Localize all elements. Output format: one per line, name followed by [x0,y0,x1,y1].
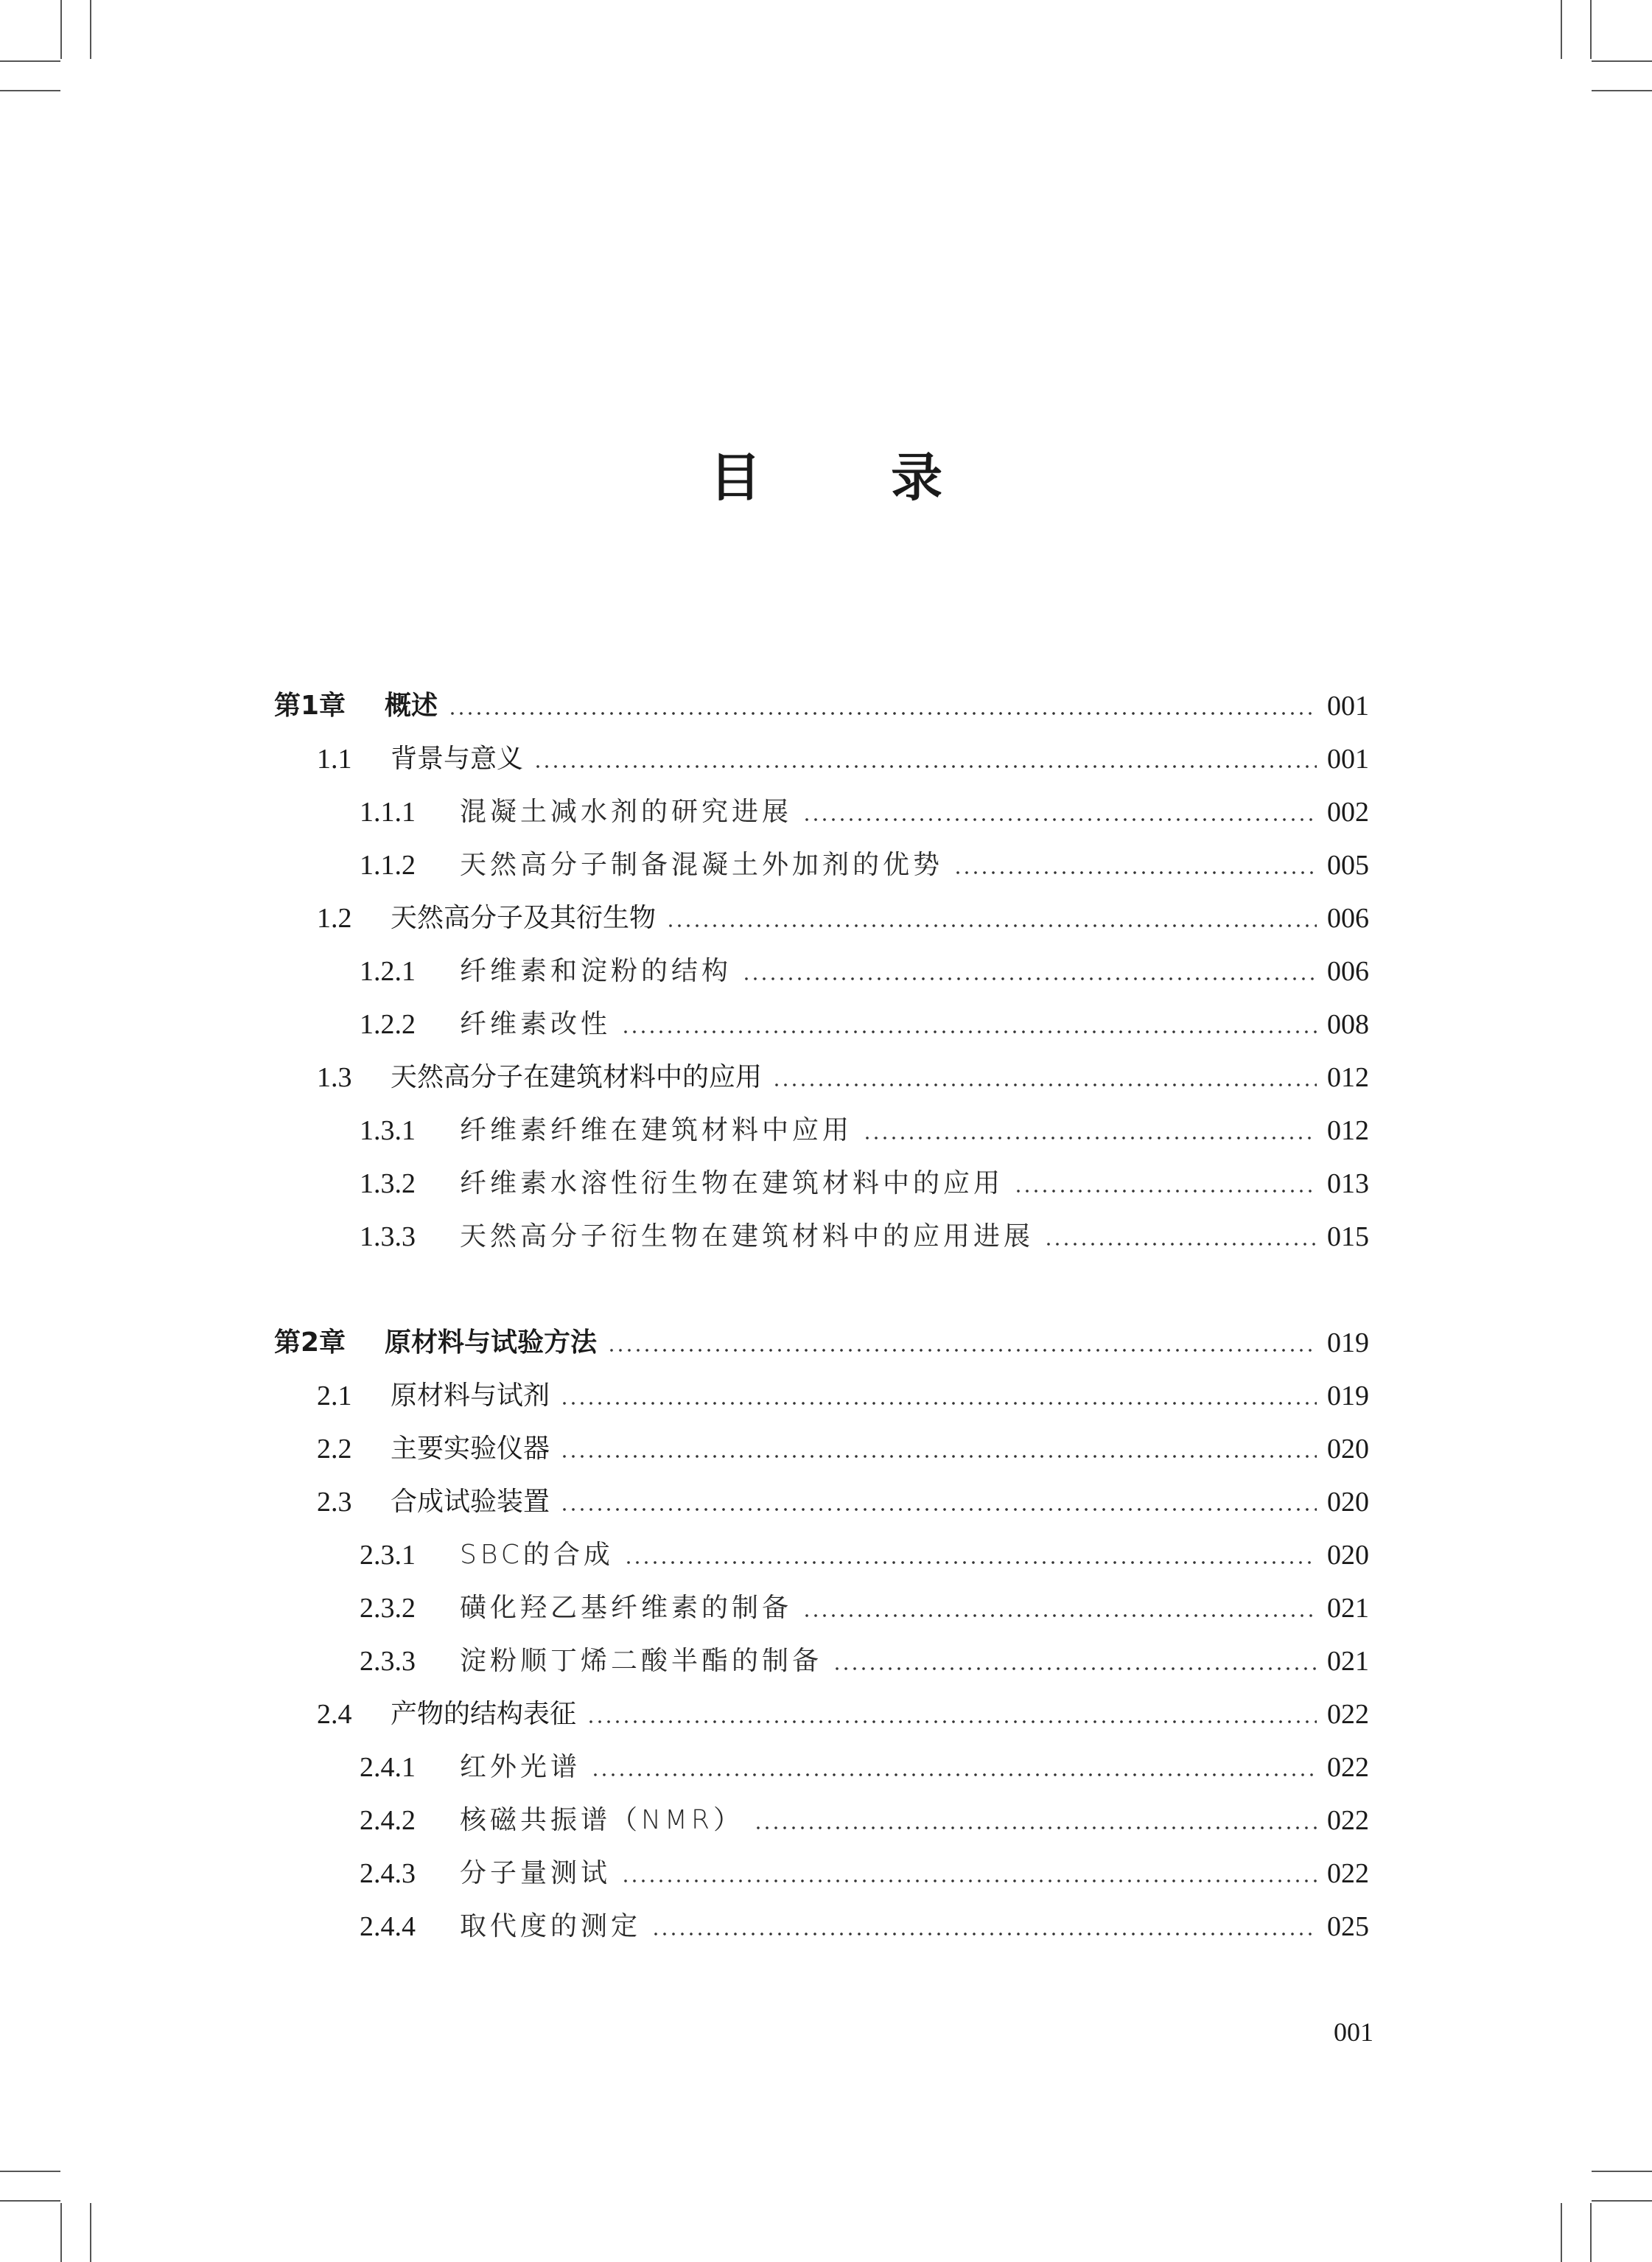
toc-section-entry[interactable] [274,1051,1369,1095]
toc-entry-title: 产物的结构表征 [391,1699,577,1729]
toc-chapter-entry[interactable] [274,680,1369,724]
toc-subsection-entry[interactable] [274,1900,1369,1944]
toc-entry-page: 022 [1327,1805,1369,1836]
toc-entry-number: 2.4.2 [360,1805,416,1836]
toc-section-entry[interactable] [274,1369,1369,1414]
crop-mark [1561,2203,1562,2262]
toc-section-entry[interactable] [274,1688,1369,1732]
toc-section-entry[interactable] [274,892,1369,936]
toc-leader-dots [621,1030,1317,1033]
toc-entry-title: 天然高分子制备混凝土外加剂的优势 [460,850,944,880]
toc-leader-dots [624,1561,1317,1564]
toc-entry-number: 2.4.1 [360,1752,416,1783]
crop-mark [1592,90,1652,91]
toc-leader-dots [802,818,1317,821]
crop-mark [1590,2203,1592,2262]
toc-leader-dots [560,1402,1317,1405]
toc-entry-number: 1.1.2 [360,850,416,881]
toc-subsection-entry[interactable] [274,786,1369,830]
toc-leader-dots [863,1137,1317,1139]
toc-entry-page: 012 [1327,1115,1369,1146]
toc-leader-dots [651,1933,1317,1935]
toc-entry-number: 2.3 [317,1487,352,1518]
toc-leader-dots [742,977,1317,980]
toc-subsection-entry[interactable] [274,945,1369,989]
toc-entry-number: 2.3.1 [360,1540,416,1571]
toc-entry-page: 001 [1327,691,1369,722]
toc-entry-title: 混凝土减水剂的研究进展 [460,797,793,827]
toc-entry-page: 020 [1327,1434,1369,1465]
crop-mark [0,90,60,91]
toc-leader-dots [953,871,1317,874]
toc-entry-page: 021 [1327,1646,1369,1677]
toc-entry-number: 2.4 [317,1699,352,1730]
toc-entry-page: 022 [1327,1858,1369,1889]
toc-leader-dots [621,1879,1317,1882]
toc-entry-number: 1.3.2 [360,1168,416,1199]
toc-leader-dots [533,765,1317,768]
crop-mark [90,2203,91,2262]
toc-entry-page: 022 [1327,1752,1369,1783]
toc-entry-number: 2.4.4 [360,1911,416,1942]
toc-entry-page: 008 [1327,1009,1369,1040]
crop-mark [1592,2171,1652,2172]
crop-mark [1592,60,1652,62]
toc-entry-number: 1.3.1 [360,1115,416,1146]
toc-section-entry[interactable] [274,733,1369,777]
crop-mark [1561,0,1562,59]
toc-leader-dots [560,1508,1317,1511]
toc-subsection-entry[interactable] [274,998,1369,1042]
toc-entry-page: 001 [1327,744,1369,775]
toc-section-entry[interactable] [274,1476,1369,1520]
toc-entry-number: 1.1 [317,744,352,775]
toc-entry-number: 1.2.2 [360,1009,416,1040]
toc-entry-page: 019 [1327,1380,1369,1411]
toc-entry-number: 2.1 [317,1380,352,1411]
toc-entry-number: 1.3 [317,1062,352,1093]
toc-leader-dots [560,1455,1317,1458]
toc-leader-dots [666,924,1317,927]
toc-subsection-entry[interactable] [274,1635,1369,1679]
toc-subsection-entry[interactable] [274,1741,1369,1785]
toc-entry-number: 2.4.3 [360,1858,416,1889]
toc-subsection-entry[interactable] [274,1847,1369,1891]
page-number: 001 [1334,2017,1373,2047]
toc-entry-title: 分子量测试 [460,1858,612,1888]
toc-entry-title: SBC的合成 [460,1540,614,1570]
toc-leader-dots [754,1826,1317,1829]
toc-leader-dots [802,1614,1317,1617]
toc-entry-title: 原材料与试验方法 [385,1327,598,1358]
toc-entry-page: 020 [1327,1487,1369,1518]
toc-entry-page: 019 [1327,1327,1369,1358]
toc-entry-number: 第2章 [274,1327,346,1358]
toc-entry-number: 1.2 [317,903,352,934]
toc-entry-page: 012 [1327,1062,1369,1093]
toc-chapter-entry[interactable] [274,1316,1369,1361]
toc-entry-title: 磺化羟乙基纤维素的制备 [460,1593,793,1623]
toc-entry-number: 第1章 [274,691,346,721]
toc-subsection-entry[interactable] [274,1529,1369,1573]
crop-mark [0,60,60,62]
toc-entry-page: 020 [1327,1540,1369,1571]
toc-entry-title: 纤维素和淀粉的结构 [460,956,732,986]
toc-subsection-entry[interactable] [274,1582,1369,1626]
crop-mark [60,0,62,59]
toc-entry-title: 核磁共振谱（NMR） [460,1805,744,1835]
toc-entry-title: 纤维素纤维在建筑材料中应用 [460,1115,853,1145]
toc-entry-title: 天然高分子及其衍生物 [391,903,657,933]
toc-subsection-entry[interactable] [274,1794,1369,1838]
toc-leader-dots [591,1773,1317,1776]
toc-entry-page: 015 [1327,1221,1369,1252]
toc-entry-title: 取代度的测定 [460,1911,642,1941]
toc-entry-title: 纤维素改性 [460,1009,612,1039]
toc-entry-title: 淀粉顺丁烯二酸半酯的制备 [460,1646,823,1676]
toc-entry-page: 021 [1327,1593,1369,1624]
crop-mark [0,2171,60,2172]
toc-subsection-entry[interactable] [274,1157,1369,1201]
crop-mark [0,2200,60,2202]
toc-subsection-entry[interactable] [274,1104,1369,1148]
toc-entry-page: 022 [1327,1699,1369,1730]
toc-entry-title: 原材料与试剂 [391,1380,550,1411]
toc-entry-title: 合成试验装置 [391,1487,550,1517]
toc-leader-dots [1044,1243,1317,1246]
toc-leader-dots [833,1667,1317,1670]
crop-mark [90,0,91,59]
toc-leader-dots [1014,1190,1317,1193]
toc-leader-dots [607,1349,1317,1352]
toc-leader-dots [587,1720,1317,1723]
toc-entry-number: 1.3.3 [360,1221,416,1252]
crop-mark [1590,0,1592,59]
toc-entry-title: 红外光谱 [460,1752,581,1782]
toc-entry-page: 005 [1327,850,1369,881]
toc-entry-title: 天然高分子在建筑材料中的应用 [391,1062,763,1092]
toc-entry-title: 纤维素水溶性衍生物在建筑材料中的应用 [460,1168,1004,1198]
toc-entry-page: 006 [1327,903,1369,934]
crop-mark [1592,2200,1652,2202]
page-title: 目 录 [709,447,999,508]
toc-section-entry[interactable] [274,1423,1369,1467]
toc-entry-title: 背景与意义 [391,744,524,774]
toc-entry-number: 2.3.3 [360,1646,416,1677]
toc-entry-page: 002 [1327,797,1369,828]
toc-entry-number: 2.3.2 [360,1593,416,1624]
toc-subsection-entry[interactable] [274,839,1369,883]
crop-mark [60,2203,62,2262]
toc-subsection-entry[interactable] [274,1210,1369,1254]
toc-entry-page: 013 [1327,1168,1369,1199]
toc-entry-page: 006 [1327,956,1369,987]
toc-entry-title: 主要实验仪器 [391,1434,550,1464]
toc-entry-title: 概述 [385,691,438,721]
toc-leader-dots [448,712,1317,715]
toc-entry-number: 1.2.1 [360,956,416,987]
toc-entry-title: 天然高分子衍生物在建筑材料中的应用进展 [460,1221,1035,1252]
toc-entry-page: 025 [1327,1911,1369,1942]
toc-entry-number: 2.2 [317,1434,352,1465]
toc-entry-number: 1.1.1 [360,797,416,828]
toc-leader-dots [772,1083,1317,1086]
